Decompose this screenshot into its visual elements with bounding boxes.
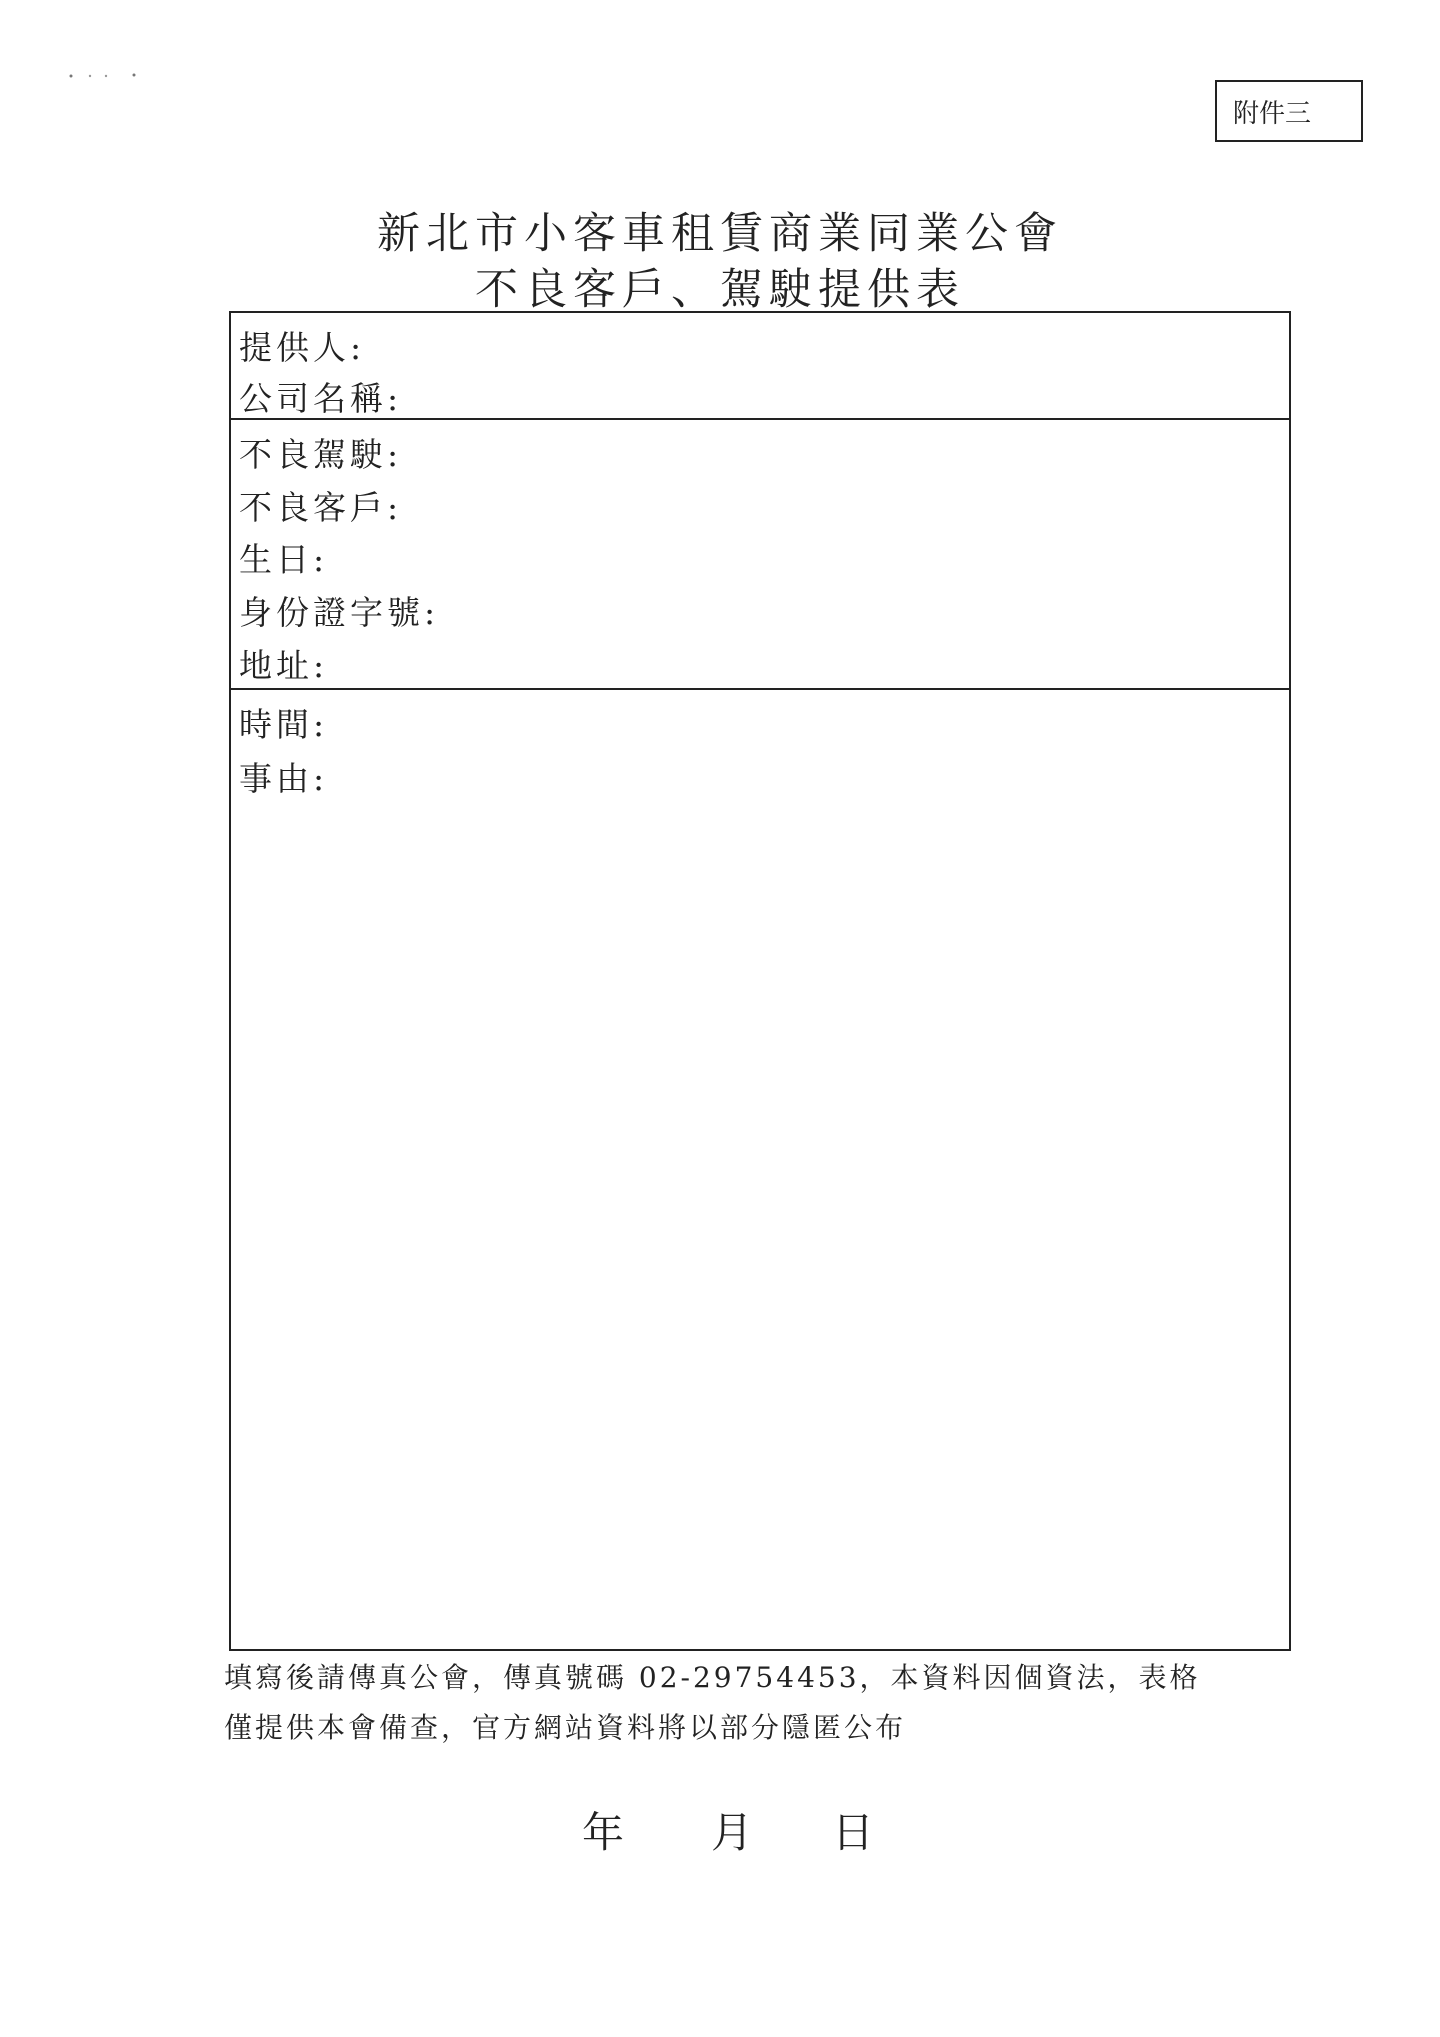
bad-driver-field-label[interactable]: 不良駕駛: [239,435,403,474]
time-field-label[interactable]: 時間: [239,705,329,744]
instruction-note-line-1: 填寫後請傳真公會，傳真號碼 02-29754453，本資料因個資法，表格 [224,1661,1201,1694]
incident-section [231,690,1289,1651]
id-number-field-label[interactable]: 身份證字號: [239,593,440,632]
attachment-label-text: 附件三 [1233,98,1312,129]
provider-section [231,313,1289,420]
page-title-form: 不良客戶、駕駛提供表 [475,265,965,315]
address-field-label[interactable]: 地址: [239,646,329,685]
date-month-label[interactable]: 月 [711,1808,754,1857]
subject-section [231,420,1289,690]
scan-artifact-dots [68,72,138,80]
company-name-field-label[interactable]: 公司名稱: [239,379,403,418]
bad-customer-field-label[interactable]: 不良客戶: [239,488,403,527]
date-day-label[interactable]: 日 [832,1808,875,1857]
date-year-label[interactable]: 年 [582,1808,625,1857]
report-form-table [229,311,1291,1651]
instruction-note-line-2: 僅提供本會備查，官方網站資料將以部分隱匿公布 [224,1711,907,1744]
provider-field-label[interactable]: 提供人: [239,328,366,367]
attachment-label [1215,80,1363,142]
birthday-field-label[interactable]: 生日: [239,540,329,579]
reason-field-label[interactable]: 事由: [239,759,329,798]
page-title-association: 新北市小客車租賃商業同業公會 [377,209,1063,259]
